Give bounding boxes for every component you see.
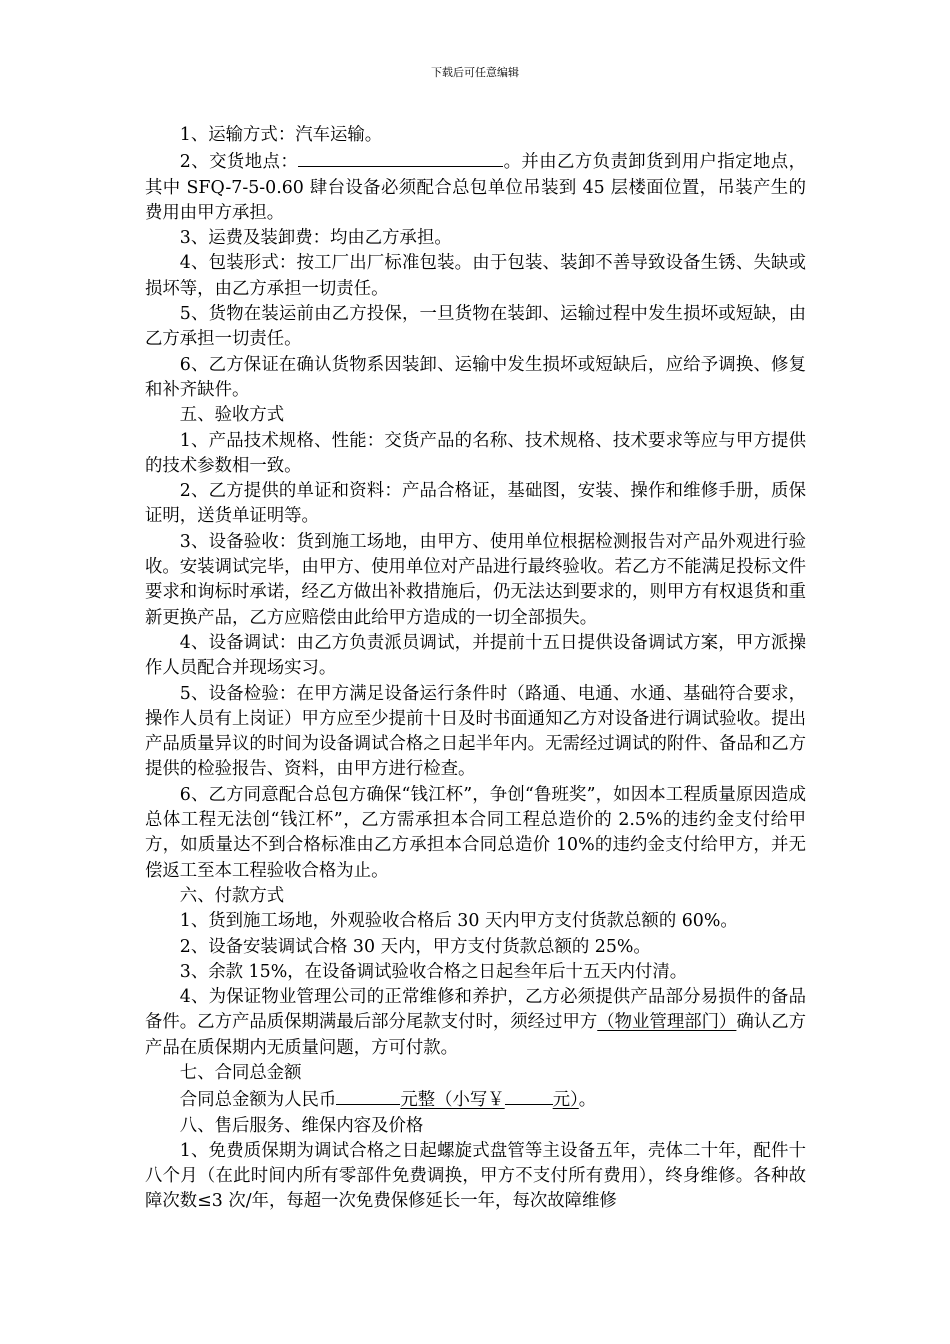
paragraph-text: 。并由乙方负责卸货到用户指定地点，其中 SFQ-7-5-0.60 肆台设备必须配合总包单位吊装到 45 层楼面位置，吊装产生的费用由甲方承担。	[145, 152, 806, 223]
paragraph	[145, 251, 806, 302]
paragraph-text: 2、设备安装调试合格 30 天内，甲方支付货款总额的 25%。	[179, 936, 651, 957]
paragraph	[145, 429, 806, 480]
paragraph	[145, 1086, 806, 1113]
paragraph-text: 2、乙方提供的单证和资料：产品合格证，基础图，安装、操作和维修手册，质保证明，送货单证明等。	[145, 481, 806, 527]
paragraph-text: 3、设备验收：货到施工场地，由甲方、使用单位根据检测报告对产品外观进行验收。安装调试完毕，由甲方、使用单位对产品进行最终验收。若乙方不能满足投标文件要求和询标时承诺，经乙方做出补救措施后，仍无法达到要求的，则甲方有权退货和重新更换产品，乙方应赔偿由此给甲方造成的一切全部损失。	[145, 531, 806, 628]
paragraph-text: 3、余款 15%，在设备调试验收合格之日起叁年后十五天内付清。	[179, 961, 688, 982]
paragraph	[145, 479, 806, 530]
delivery-location-blank	[298, 148, 503, 167]
paragraph-text: 合同总金额为人民币	[179, 1090, 337, 1111]
document-body	[145, 123, 806, 1215]
section-heading-text: 六、付款方式	[179, 885, 285, 906]
page-header: 下载后可任意编辑	[431, 66, 519, 79]
paragraph-text: 确认乙方产品在质保期内无质量问题，方可付款。	[145, 1012, 806, 1058]
amount-small-blank	[505, 1086, 553, 1105]
section-heading	[145, 1114, 806, 1139]
paragraph-text: 4、为保证物业管理公司的正常维修和养护，乙方必须提供产品部分易损件的备品备件。乙方产品质保期满最后部分尾款支付时，须经过甲方	[145, 987, 806, 1033]
paragraph	[145, 353, 806, 404]
underlined-text: 元）	[552, 1090, 579, 1111]
paragraph	[145, 909, 806, 934]
paragraph-text: 6、乙方同意配合总包方确保“钱江杯”，争创“鲁班奖”，如因本工程质量原因造成总体工程无法创“钱江杯”，乙方需承担本合同工程总造价的 2.5%的违约金支付给甲方，如质量达不到合格标准由乙方承担本合同总造价 10%的违约金支付给甲方，并无偿返工至本工程验收合格为止。	[145, 784, 806, 881]
underlined-text: 元整（小写￥	[400, 1090, 505, 1111]
paragraph-text: 2、交货地点：	[179, 152, 299, 173]
paragraph-text: 4、包装形式：按工厂出厂标准包装。由于包装、装卸不善导致设备生锈、失缺或损坏等，由乙方承担一切责任。	[145, 253, 806, 299]
paragraph-text: 5、设备检验：在甲方满足设备运行条件时（路通、电通、水通、基础符合要求，操作人员有上岗证）甲方应至少提前十日及时书面通知乙方对设备进行调试验收。提出产品质量异议的时间为设备调试合格之日起半年内。无需经过调试的附件、备品和乙方提供的检验报告、资料，由甲方进行检查。	[145, 683, 806, 780]
paragraph-text: 5、货物在装运前由乙方投保，一旦货物在装卸、运输过程中发生损坏或短缺，由乙方承担一切责任。	[145, 304, 806, 350]
paragraph	[145, 783, 806, 884]
paragraph-text: 3、运费及装卸费：均由乙方承担。	[179, 228, 452, 249]
amount-blank	[336, 1086, 400, 1105]
paragraph	[145, 682, 806, 783]
paragraph-text: 1、免费质保期为调试合格之日起螺旋式盘管等主设备五年，壳体二十年，配件十八个月（在此时间内所有零部件免费调换，甲方不支付所有费用），终身维修。各种故障次数≤3 次/年，每超一次免费保修延长一年，每次故障维修	[145, 1140, 806, 1212]
section-heading-text: 七、合同总金额	[179, 1062, 302, 1083]
paragraph	[145, 226, 806, 251]
paragraph	[145, 1139, 806, 1215]
paragraph	[145, 960, 806, 985]
paragraph	[145, 123, 806, 148]
section-heading-text: 五、验收方式	[179, 405, 285, 426]
paragraph-text: 。	[578, 1090, 597, 1111]
paragraph-text: 1、运输方式：汽车运输。	[179, 125, 383, 145]
paragraph	[145, 148, 806, 226]
paragraph	[145, 985, 806, 1061]
section-heading	[145, 1061, 806, 1086]
underlined-text: （物业管理部门）	[597, 1012, 737, 1033]
paragraph	[145, 302, 806, 353]
paragraph-text: 1、产品技术规格、性能：交货产品的名称、技术规格、技术要求等应与甲方提供的技术参数相一致。	[145, 430, 806, 476]
paragraph	[145, 935, 806, 960]
paragraph-text: 6、乙方保证在确认货物系因装卸、运输中发生损坏或短缺后，应给予调换、修复和补齐缺件。	[145, 354, 806, 400]
section-heading	[145, 884, 806, 909]
paragraph-text: 4、设备调试：由乙方负责派员调试，并提前十五日提供设备调试方案，甲方派操作人员配合并现场实习。	[145, 632, 806, 679]
section-heading-text: 八、售后服务、维保内容及价格	[179, 1115, 424, 1136]
paragraph	[145, 631, 806, 682]
paragraph	[145, 530, 806, 631]
paragraph-text: 1、货到施工场地，外观验收合格后 30 天内甲方支付货款总额的 60%。	[179, 911, 738, 932]
section-heading	[145, 403, 806, 428]
